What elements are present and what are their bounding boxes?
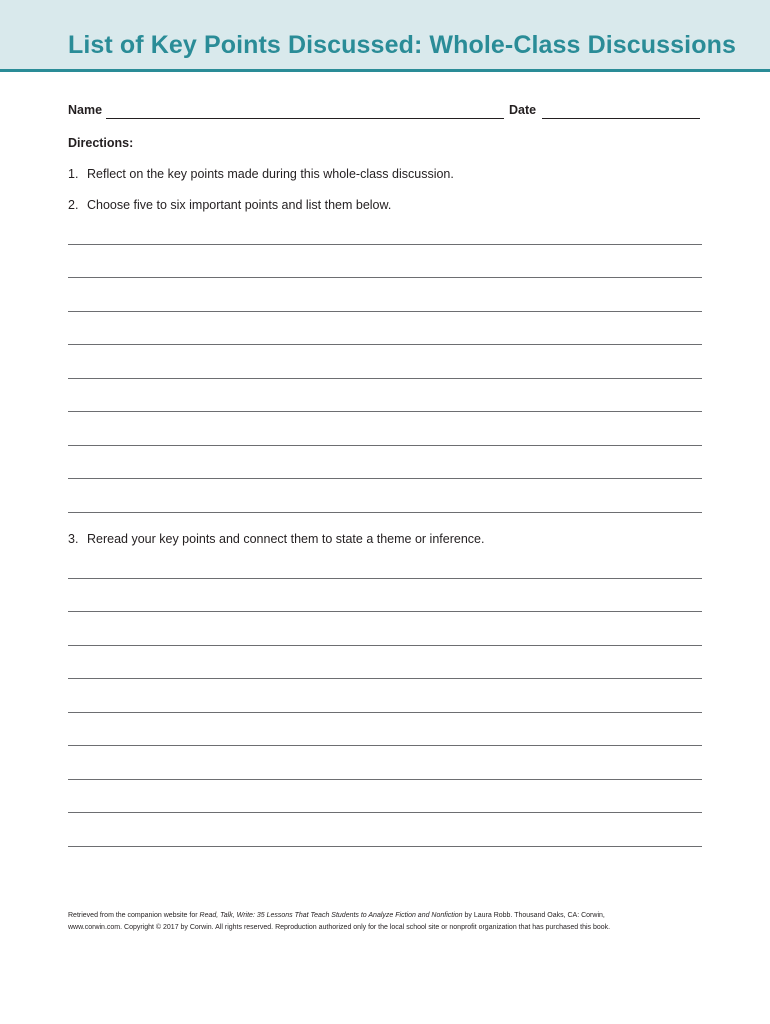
- footer-prefix: Retrieved from the companion website for: [68, 912, 200, 919]
- writing-line[interactable]: [68, 344, 702, 345]
- instruction-3: [68, 532, 484, 546]
- writing-line[interactable]: [68, 678, 702, 679]
- date-field[interactable]: [542, 118, 700, 119]
- writing-line[interactable]: [68, 244, 702, 245]
- writing-line[interactable]: [68, 445, 702, 446]
- name-date-row: [68, 103, 700, 121]
- writing-line[interactable]: [68, 779, 702, 780]
- writing-line[interactable]: [68, 645, 702, 646]
- writing-line[interactable]: [68, 578, 702, 579]
- instruction-number: 3.: [68, 532, 79, 546]
- date-label: Date: [509, 103, 537, 117]
- instruction-1: [68, 167, 454, 181]
- name-field[interactable]: [106, 118, 504, 119]
- footer-credit: [68, 910, 688, 934]
- writing-line[interactable]: [68, 745, 702, 746]
- header-rule: [0, 69, 770, 72]
- writing-line[interactable]: [68, 512, 702, 513]
- writing-line[interactable]: [68, 611, 702, 612]
- writing-line[interactable]: [68, 478, 702, 479]
- name-label: Name: [68, 103, 103, 117]
- writing-line[interactable]: [68, 712, 702, 713]
- page-title: List of Key Points Discussed: Whole-Class Discussions: [68, 31, 736, 59]
- directions-heading: Directions:: [68, 136, 134, 150]
- instruction-number: 1.: [68, 167, 79, 181]
- instruction-number: 2.: [68, 198, 79, 212]
- footer-line-1: [68, 910, 688, 922]
- instruction-text: Reread your key points and connect them to state a theme or inference.: [87, 532, 485, 546]
- writing-line[interactable]: [68, 311, 702, 312]
- instruction-2: [68, 198, 391, 212]
- writing-line[interactable]: [68, 277, 702, 278]
- writing-line[interactable]: [68, 812, 702, 813]
- writing-line[interactable]: [68, 846, 702, 847]
- instruction-text: Reflect on the key points made during this whole-class discussion.: [87, 167, 454, 181]
- footer-line-2: www.corwin.com. Copyright © 2017 by Corwin. All rights reserved. Reproduction authorized only for the local school site or nonprofit organization that has purchased this book.: [68, 924, 611, 931]
- instruction-text: Choose five to six important points and list them below.: [87, 198, 392, 212]
- footer-suffix: by Laura Robb. Thousand Oaks, CA: Corwin,: [462, 912, 605, 919]
- writing-line[interactable]: [68, 411, 702, 412]
- writing-line[interactable]: [68, 378, 702, 379]
- footer-book-title: Read, Talk, Write: 35 Lessons That Teach Students to Analyze Fiction and Nonfiction: [199, 912, 463, 919]
